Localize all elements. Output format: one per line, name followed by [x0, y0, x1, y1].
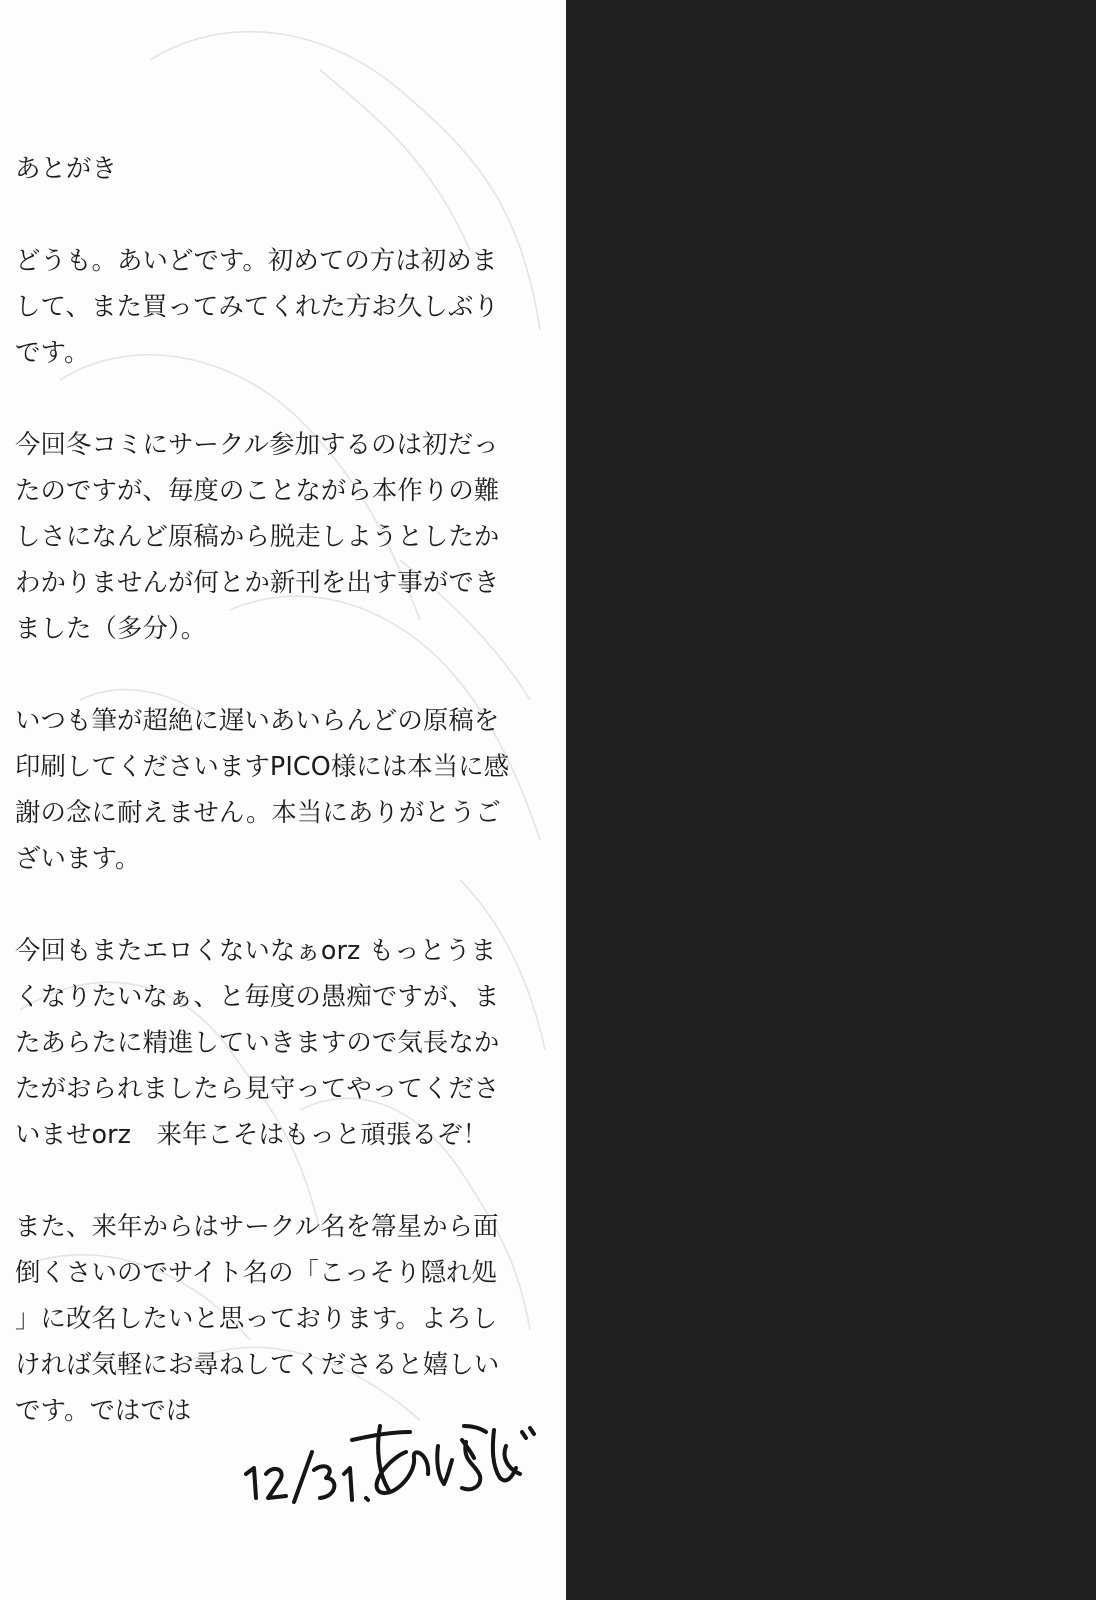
text-line: くなりたいなぁ、と毎度の愚痴ですが、ま	[15, 981, 500, 1011]
text-line: たあらたに精進していきますので気長なか	[15, 1027, 500, 1057]
text-line: ければ気軽にお尋ねしてくださると嬉しい	[15, 1349, 500, 1379]
text-line: ざいます。	[15, 843, 141, 873]
text-line: しさになんど原稿から脱走しようとしたか	[15, 521, 500, 551]
text-line: して、また買ってみてくれた方お久しぶり	[15, 291, 499, 321]
text-line: いつも筆が超絶に遅いあいらんどの原稿を	[15, 705, 500, 735]
text-line: 今回冬コミにサークル参加するのは初だっ	[15, 429, 499, 459]
afterword-heading: あとがき	[15, 153, 117, 183]
text-line: たがおられましたら見守ってやってくださ	[15, 1073, 500, 1103]
text-line: どうも。あいどです。初めての方は初めま	[15, 245, 498, 275]
text-line: ました（多分）。	[15, 613, 207, 643]
text-line: 倒くさいのでサイト名の「こっそり隠れ処	[15, 1257, 498, 1287]
text-line: わかりませんが何とか新刊を出す事ができ	[15, 567, 500, 597]
text-line: です。	[15, 337, 90, 367]
text-line: 印刷してくださいますPICO様には本当に感	[15, 751, 510, 781]
text-line: 今回もまたエロくないなぁorz もっとうま	[15, 935, 497, 965]
afterword-text	[15, 145, 550, 1433]
text-line: また、来年からはサークル名を箒星から面	[15, 1211, 499, 1241]
text-line: たのですが、毎度のことながら本作りの難	[15, 475, 500, 505]
handwritten-signature	[240, 1418, 540, 1518]
text-line: 」に改名したいと思っております。よろし	[15, 1303, 498, 1333]
text-line: です。ではでは	[15, 1395, 192, 1425]
text-line: いませorz 来年こそはもっと頑張るぞ！	[15, 1119, 488, 1149]
dark-panel	[566, 0, 1096, 1600]
text-line: 謝の念に耐えません。本当にありがとうご	[15, 797, 501, 827]
